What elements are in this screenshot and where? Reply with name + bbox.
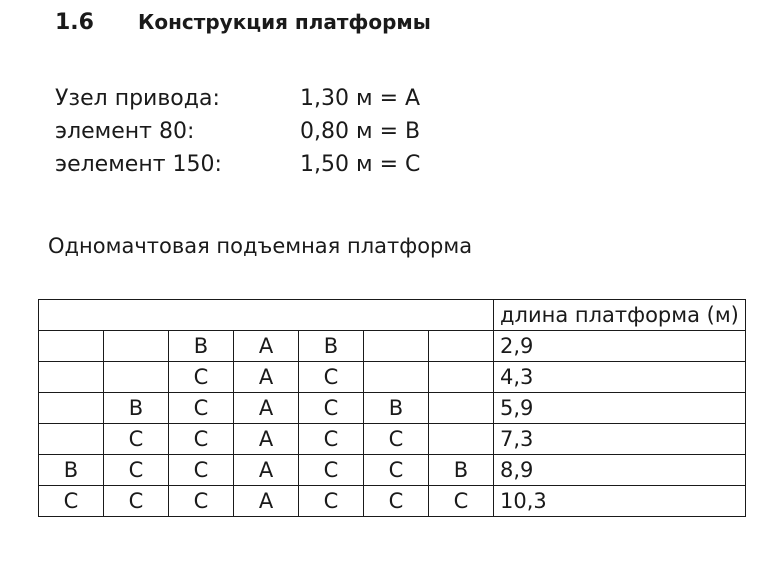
module-cell — [429, 331, 494, 362]
module-cell: C — [104, 455, 169, 486]
module-cell: C — [364, 486, 429, 517]
module-cell: C — [169, 486, 234, 517]
table-row — [39, 393, 746, 424]
legend-label: элемент 80: — [55, 119, 195, 144]
module-cell: B — [429, 455, 494, 486]
module-cell: B — [104, 393, 169, 424]
module-cell — [429, 362, 494, 393]
module-cell — [104, 362, 169, 393]
module-cell: C — [364, 424, 429, 455]
legend-row — [55, 82, 420, 115]
table-row — [39, 362, 746, 393]
module-cell: C — [299, 455, 364, 486]
module-cell: B — [364, 393, 429, 424]
table-row — [39, 424, 746, 455]
module-cell: A — [234, 486, 299, 517]
module-cell: A — [234, 362, 299, 393]
table-row — [39, 331, 746, 362]
module-cell — [429, 424, 494, 455]
length-cell: 7,3 — [494, 424, 746, 455]
module-cell: C — [299, 486, 364, 517]
module-cell: C — [39, 486, 104, 517]
module-cell: A — [234, 455, 299, 486]
length-cell: 10,3 — [494, 486, 746, 517]
header-empty-cell — [39, 300, 494, 331]
section-title: Конструкция платформы — [138, 10, 431, 34]
length-header: длина платформа (м) — [494, 300, 746, 331]
module-cell — [39, 393, 104, 424]
legend-value: 1,50 м = C — [300, 152, 421, 177]
table-header-row — [39, 300, 746, 331]
legend-value: 1,30 м = A — [300, 86, 421, 111]
length-cell: 8,9 — [494, 455, 746, 486]
length-cell: 5,9 — [494, 393, 746, 424]
platform-table — [38, 299, 746, 517]
module-cell — [104, 331, 169, 362]
table-row — [39, 455, 746, 486]
module-cell: C — [364, 455, 429, 486]
length-cell: 2,9 — [494, 331, 746, 362]
module-cell: C — [169, 393, 234, 424]
module-cell: B — [169, 331, 234, 362]
module-cell: A — [234, 424, 299, 455]
length-cell: 4,3 — [494, 362, 746, 393]
module-cell: B — [299, 331, 364, 362]
module-cell — [364, 331, 429, 362]
module-cell: C — [299, 362, 364, 393]
module-cell: A — [234, 331, 299, 362]
section-number: 1.6 — [55, 10, 94, 35]
legend-row — [55, 148, 420, 181]
module-cell — [429, 393, 494, 424]
module-cell: C — [104, 424, 169, 455]
legend-label: эелемент 150: — [55, 152, 222, 177]
module-cell: C — [169, 455, 234, 486]
module-cell: C — [169, 424, 234, 455]
module-cell — [39, 331, 104, 362]
module-cell: C — [169, 362, 234, 393]
module-cell: C — [299, 424, 364, 455]
table-row — [39, 486, 746, 517]
module-cell: C — [429, 486, 494, 517]
module-cell — [39, 424, 104, 455]
module-cell — [364, 362, 429, 393]
table-title: Одномачтовая подъемная платформа — [48, 234, 473, 258]
module-cell: C — [299, 393, 364, 424]
module-cell — [39, 362, 104, 393]
module-cell: C — [104, 486, 169, 517]
legend-value: 0,80 м = B — [300, 119, 421, 144]
module-cell: B — [39, 455, 104, 486]
module-cell: A — [234, 393, 299, 424]
legend — [55, 82, 420, 181]
legend-label: Узел привода: — [55, 86, 220, 111]
legend-row — [55, 115, 420, 148]
